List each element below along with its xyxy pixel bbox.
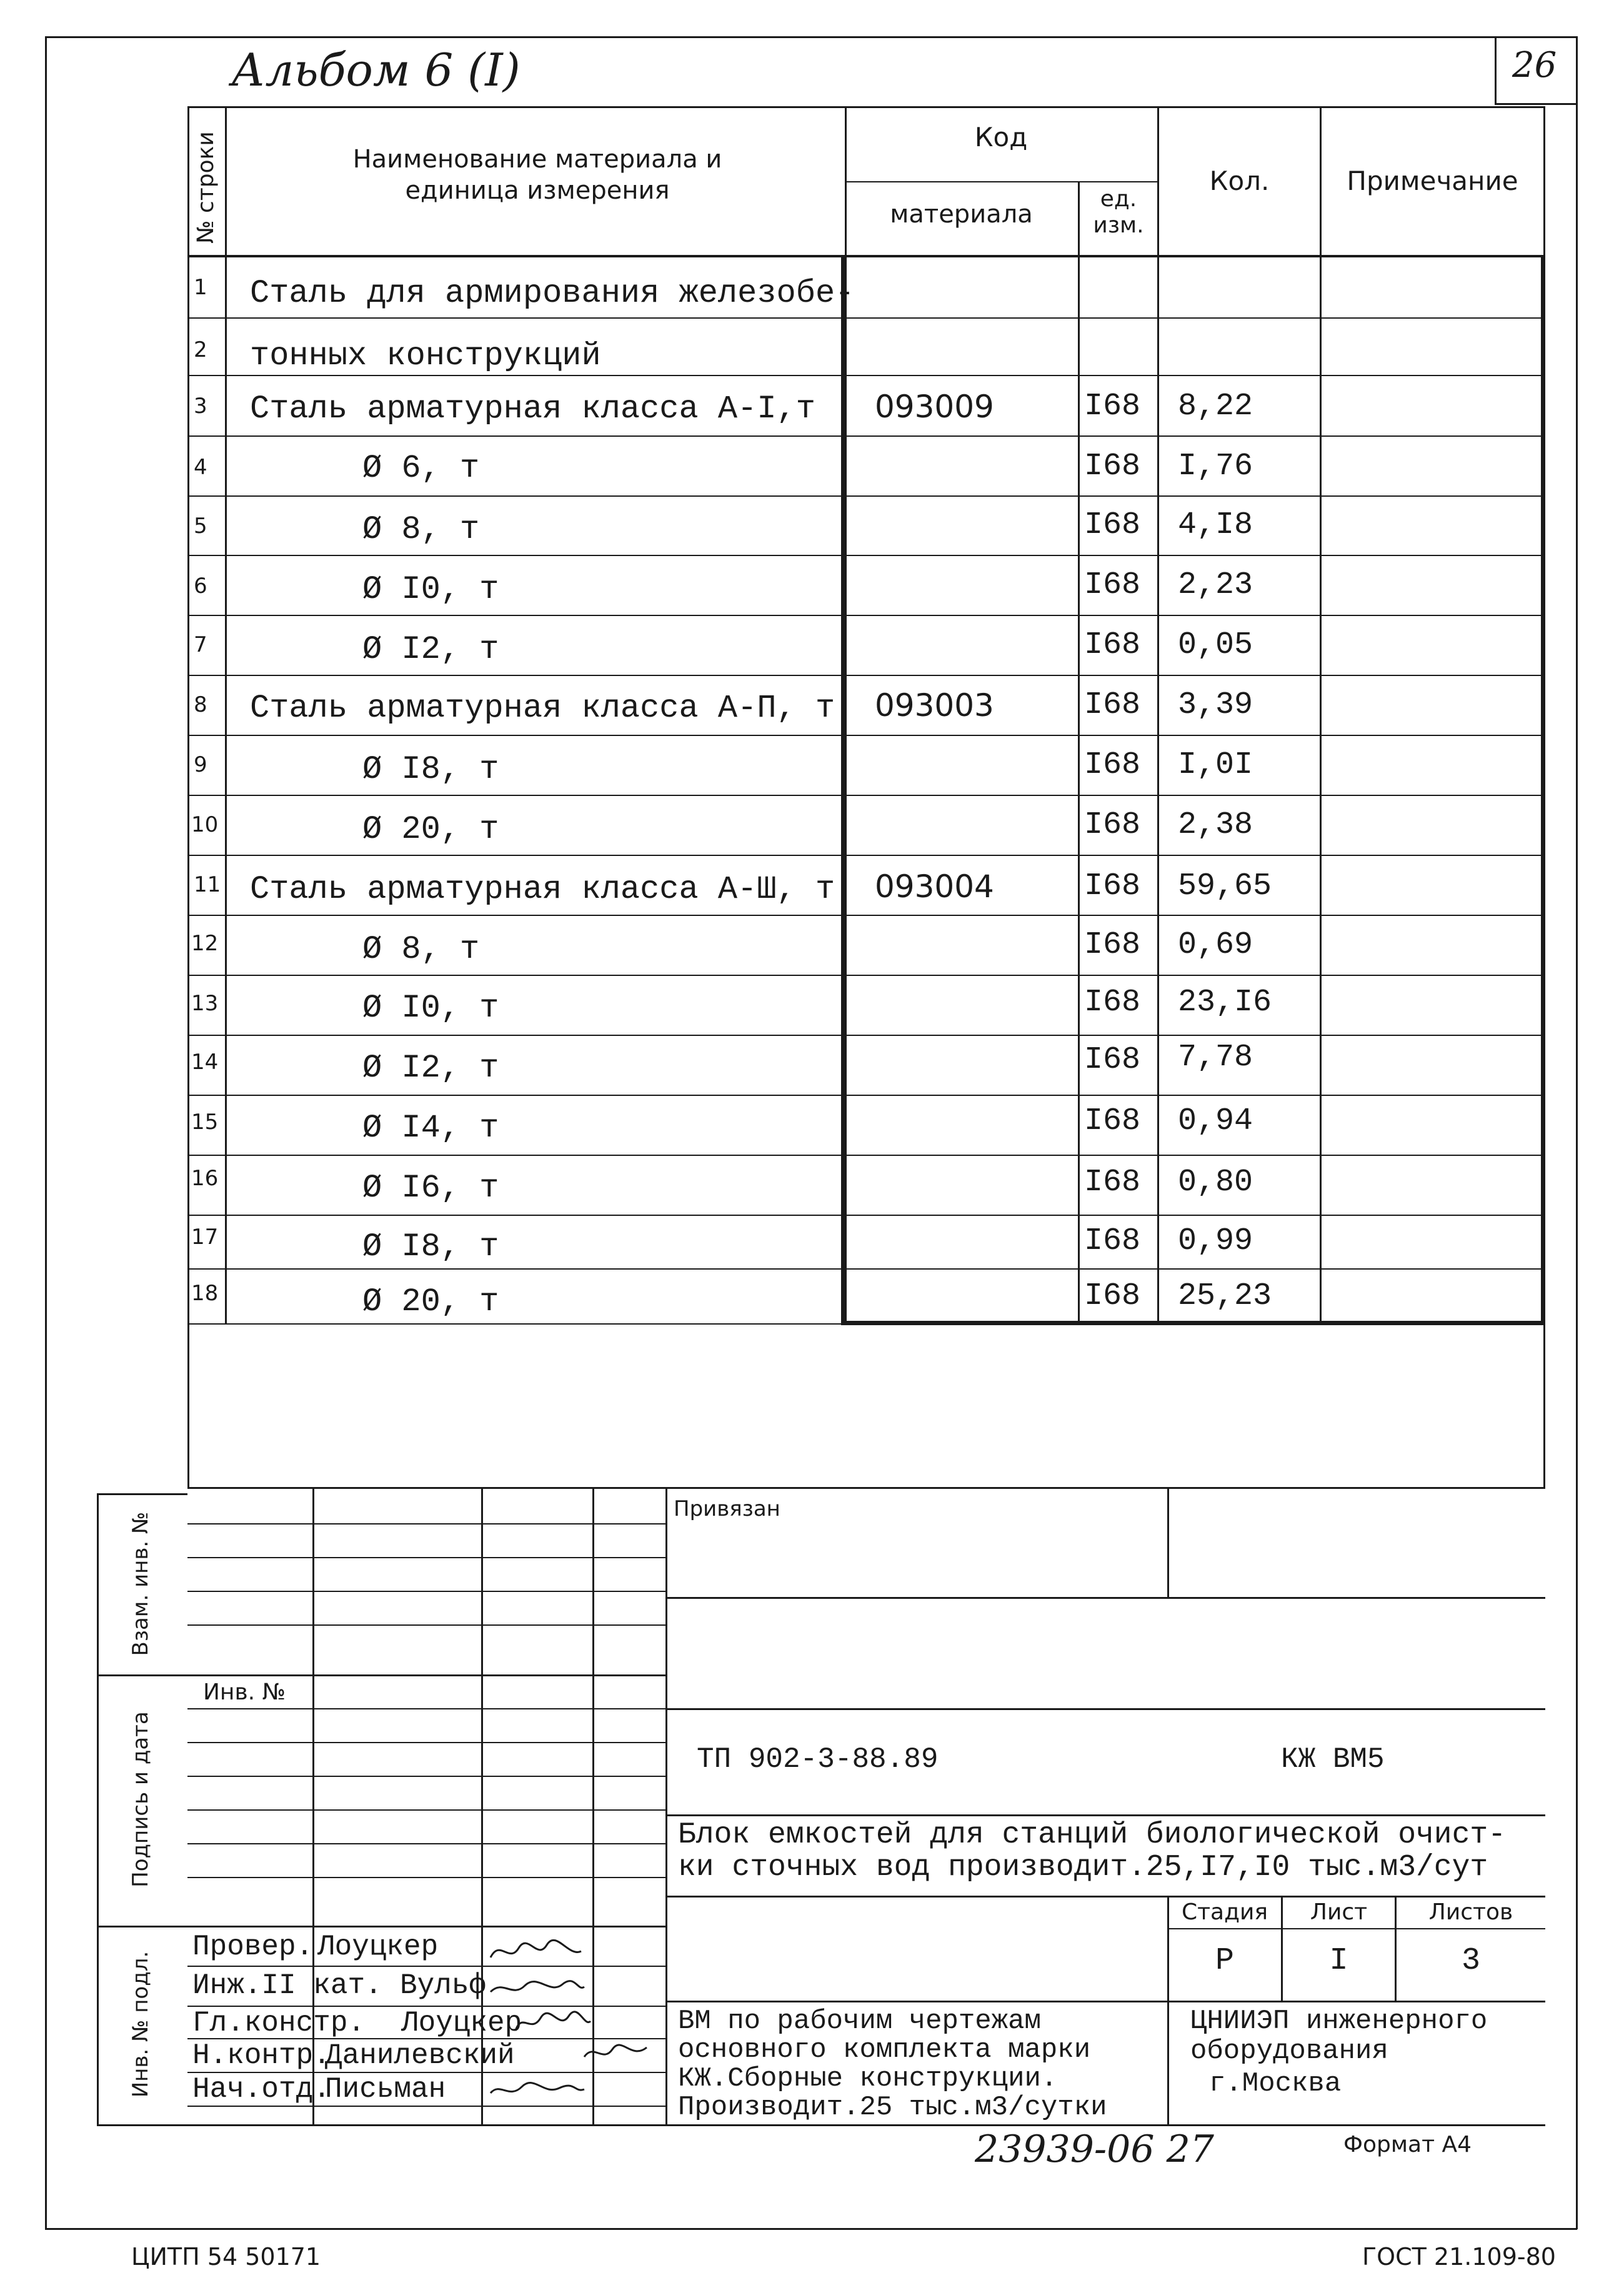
description-line-1: ВМ по рабочим чертежам [678, 2006, 1041, 2037]
signer-role: Нач.отд. [192, 2073, 331, 2106]
quantity: 0,80 [1178, 1165, 1253, 1200]
header-unit-2: изм. [1093, 212, 1144, 238]
unit-code: I68 [1084, 449, 1141, 484]
unit-code: I68 [1084, 807, 1141, 843]
material-name: тонных конструкций [250, 337, 601, 374]
stage-value: Р [1215, 1943, 1234, 1979]
label-privyazan: Привязан [674, 1496, 780, 1521]
row-number: 5 [194, 514, 207, 539]
row-number: 16 [191, 1166, 219, 1191]
quantity: 8,22 [1178, 389, 1253, 424]
header-unit-1: ед. [1100, 186, 1137, 212]
unit-code: I68 [1084, 1103, 1141, 1139]
quantity: 7,78 [1178, 1040, 1253, 1075]
material-name: Ø I8, т [362, 1228, 499, 1265]
signature-scribble [487, 1973, 587, 2001]
row-number: 7 [194, 632, 207, 657]
material-name: Ø 20, т [362, 811, 499, 848]
signature-scribble [512, 2009, 594, 2037]
material-name: Ø I0, т [362, 571, 499, 608]
unit-code: I68 [1084, 389, 1141, 424]
quantity: 0,69 [1178, 927, 1253, 963]
material-name: Ø I2, т [362, 631, 499, 668]
unit-code: I68 [1084, 985, 1141, 1020]
sheet-number: 26 [1512, 45, 1557, 86]
label-inv-podl: Инв. № подл. [128, 1951, 153, 2098]
unit-code: I68 [1084, 868, 1141, 904]
quantity: 3,39 [1178, 687, 1253, 723]
material-name: Ø I0, т [362, 990, 499, 1027]
material-name: Ø I2, т [362, 1050, 499, 1087]
signature-scribble [581, 2038, 650, 2066]
row-number: 1 [194, 275, 207, 300]
signer-role: Н.контр. [192, 2039, 331, 2072]
header-row-no: № строки [193, 131, 219, 244]
signer-name: Вульф [400, 1969, 487, 2002]
unit-code: I68 [1084, 1278, 1141, 1314]
unit-code: I68 [1084, 1223, 1141, 1259]
signer-name: Письман [325, 2073, 446, 2106]
signer-name: Данилевский [325, 2039, 515, 2072]
signer-role: Инж.II кат. [192, 1969, 382, 2002]
material-name: Сталь арматурная класса А-I,т [250, 390, 815, 427]
material-name: Ø I4, т [362, 1110, 499, 1146]
row-number: 10 [191, 812, 219, 837]
quantity: 4,I8 [1178, 507, 1253, 543]
header-name: Наименование материала и единица измерения [352, 145, 722, 205]
row-number: 4 [194, 455, 207, 480]
quantity: I,0I [1178, 747, 1253, 783]
sheets-header: Листов [1428, 1899, 1513, 1925]
row-number: 3 [194, 394, 207, 419]
quantity: 25,23 [1178, 1278, 1272, 1314]
organization-line-3: г.Москва [1209, 2068, 1342, 2099]
material-name: Ø 6, т [362, 450, 480, 487]
material-name: Ø 8, т [362, 931, 480, 968]
drawing-mark: КЖ ВМ5 [1281, 1743, 1385, 1776]
stage-header: Стадия [1181, 1899, 1268, 1925]
description-line-4: Производит.25 тыс.м3/сутки [678, 2092, 1107, 2123]
quantity: 2,38 [1178, 807, 1253, 843]
footer-standard: ГОСТ 21.109-80 [1362, 2243, 1556, 2271]
quantity: 23,I6 [1178, 985, 1272, 1020]
material-name: Ø I8, т [362, 751, 499, 788]
unit-code: I68 [1084, 927, 1141, 963]
row-number: 11 [194, 872, 221, 897]
signer-name: Лоуцкер [317, 1931, 439, 1963]
unit-code: I68 [1084, 1165, 1141, 1200]
header-material: материала [890, 200, 1033, 229]
material-name: Ø 20, т [362, 1283, 499, 1320]
material-name: Сталь для армирования железобе- [250, 275, 855, 312]
unit-code: I68 [1084, 747, 1141, 783]
material-name: Сталь арматурная класса А-П, т [250, 690, 835, 727]
quantity: 0,99 [1178, 1223, 1253, 1259]
label-podpis-data: Подпись и дата [128, 1711, 153, 1888]
material-code: 093009 [875, 389, 994, 425]
row-number: 6 [194, 574, 207, 599]
signer-role: Гл.констр. [192, 2007, 366, 2039]
quantity: 0,05 [1178, 627, 1253, 663]
row-number: 15 [191, 1110, 219, 1135]
signature-scribble [487, 1936, 587, 1967]
sheet-value: I [1329, 1943, 1348, 1979]
handwritten-number: 23939-06 27 [975, 2127, 1214, 2171]
header-qty: Кол. [1209, 166, 1270, 196]
material-name: Ø 8, т [362, 511, 480, 548]
material-name: Ø I6, т [362, 1170, 499, 1206]
material-name: Сталь арматурная класса А-Ш, т [250, 871, 835, 908]
unit-code: I68 [1084, 567, 1141, 603]
project-title-line-2: ки сточных вод производит.25,I7,I0 тыс.м3/сут [678, 1851, 1488, 1884]
row-number: 17 [191, 1225, 219, 1250]
row-number: 18 [191, 1281, 219, 1306]
album-title: Альбом 6 (I) [231, 44, 521, 96]
signer-name: Лоуцкер [401, 2007, 522, 2039]
quantity: 0,94 [1178, 1103, 1253, 1139]
row-number: 8 [194, 692, 207, 717]
label-inv-no: Инв. № [203, 1679, 286, 1705]
material-code: 093003 [875, 687, 994, 724]
unit-code: I68 [1084, 1042, 1141, 1078]
header-code: Код [974, 122, 1028, 152]
material-code: 093004 [875, 868, 994, 905]
project-code: ТП 902-3-88.89 [697, 1743, 939, 1776]
sheets-value: 3 [1461, 1943, 1480, 1979]
signature-scribble [487, 2076, 587, 2104]
unit-code: I68 [1084, 627, 1141, 663]
label-vzam-inv: Взам. инв. № [128, 1511, 153, 1656]
description-line-2: основного комплекта марки [678, 2034, 1091, 2066]
organization-line-2: оборудования [1190, 2036, 1388, 2067]
header-note: Примечание [1347, 166, 1518, 196]
row-number: 14 [191, 1050, 219, 1075]
format-label: Формат А4 [1343, 2132, 1472, 2157]
footer-left-code: ЦИТП 54 50171 [131, 2243, 321, 2271]
description-line-3: КЖ.Сборные конструкции. [678, 2063, 1058, 2094]
row-number: 9 [194, 752, 207, 777]
unit-code: I68 [1084, 687, 1141, 723]
quantity: I,76 [1178, 449, 1253, 484]
row-number: 2 [194, 337, 207, 362]
row-number: 13 [191, 991, 219, 1016]
quantity: 2,23 [1178, 567, 1253, 603]
organization-line-1: ЦНИИЭП инженерного [1190, 2006, 1488, 2037]
quantity: 59,65 [1178, 868, 1272, 904]
row-number: 12 [191, 931, 219, 956]
unit-code: I68 [1084, 507, 1141, 543]
signer-role: Провер. [192, 1931, 314, 1963]
sheet-header: Лист [1310, 1899, 1368, 1925]
project-title-line-1: Блок емкостей для станций биологической очист- [678, 1818, 1507, 1852]
